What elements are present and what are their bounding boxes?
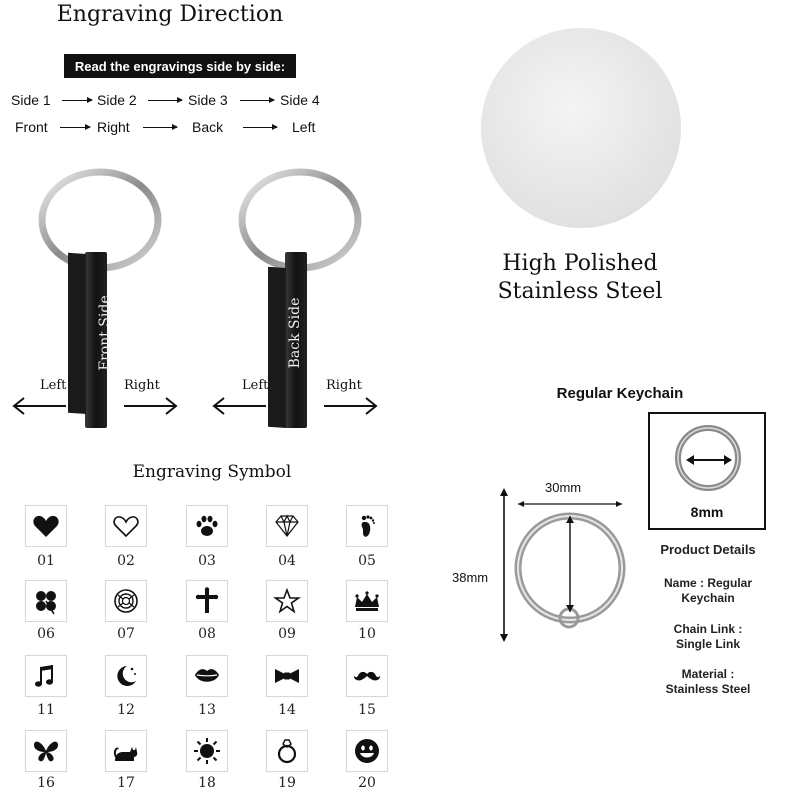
- arrow-right-icon: [62, 100, 92, 101]
- symbol-number: 04: [278, 553, 296, 569]
- side-3-label: Side 3: [188, 92, 228, 108]
- symbol-number: 18: [198, 775, 216, 791]
- mustache-icon[interactable]: [346, 655, 388, 697]
- arrow-right-icon: [243, 127, 277, 128]
- jump-ring-icon: [650, 414, 764, 494]
- footprint-icon[interactable]: [346, 505, 388, 547]
- rose-icon[interactable]: [105, 580, 147, 622]
- symbol-number: 07: [117, 626, 135, 642]
- arrow-right-icon: [240, 100, 274, 101]
- side-4-label: Side 4: [280, 92, 320, 108]
- right-direction-label: Right: [124, 378, 160, 393]
- product-details-title: Product Details: [660, 542, 756, 557]
- symbol-number: 15: [358, 702, 376, 718]
- symbol-number: 19: [278, 775, 296, 791]
- paw-icon[interactable]: [186, 505, 228, 547]
- symbol-number: 14: [278, 702, 296, 718]
- smiley-icon[interactable]: [346, 730, 388, 772]
- material-line-1: Material :: [681, 667, 735, 681]
- symbol-number: 13: [198, 702, 216, 718]
- symbol-number: 08: [198, 626, 216, 642]
- material-line-1: High Polished: [502, 251, 658, 276]
- name-line-2: Keychain: [681, 591, 735, 605]
- symbol-number: 09: [278, 626, 296, 642]
- side-2-label: Side 2: [97, 92, 137, 108]
- symbol-number: 05: [358, 553, 376, 569]
- chain-line-2: Single Link: [675, 637, 740, 651]
- music-note-icon[interactable]: [25, 655, 67, 697]
- keyring-dimension-diagram: [490, 480, 640, 650]
- left-direction-label: Left: [242, 378, 269, 393]
- symbol-number: 16: [37, 775, 55, 791]
- front-label: Front: [15, 119, 48, 135]
- polished-steel-disc: [481, 28, 681, 228]
- bow-tie-icon[interactable]: [266, 655, 308, 697]
- star-outline-icon[interactable]: [266, 580, 308, 622]
- arrow-right-icon: [60, 127, 90, 128]
- regular-keychain-title: Regular Keychain: [556, 385, 684, 402]
- back-label: Back: [192, 119, 224, 135]
- moon-stars-icon[interactable]: [105, 655, 147, 697]
- jump-ring-box: [648, 412, 766, 530]
- engraving-direction-title: Engraving Direction: [56, 2, 284, 27]
- lips-icon[interactable]: [186, 655, 228, 697]
- jump-ring-size-label: 8mm: [690, 504, 724, 520]
- material-line-2: Stainless Steel: [665, 682, 751, 696]
- symbol-number: 12: [117, 702, 135, 718]
- back-side-engraving: Back Side: [287, 297, 303, 369]
- right-label: Right: [97, 119, 130, 135]
- symbol-number: 02: [117, 553, 135, 569]
- material-description: [460, 250, 700, 306]
- chain-link-detail: [628, 622, 788, 652]
- front-side-engraving: Front Side: [97, 295, 113, 371]
- symbol-number: 10: [358, 626, 376, 642]
- clover-icon[interactable]: [25, 580, 67, 622]
- cat-icon[interactable]: [105, 730, 147, 772]
- read-side-by-side-banner: Read the engravings side by side:: [64, 54, 296, 78]
- ring-icon[interactable]: [266, 730, 308, 772]
- right-direction-label: Right: [326, 378, 362, 393]
- side-1-label: Side 1: [11, 92, 51, 108]
- arrow-right-icon: [143, 127, 177, 128]
- material-line-2: Stainless Steel: [497, 279, 663, 304]
- crown-icon[interactable]: [346, 580, 388, 622]
- chain-line-1: Chain Link :: [673, 622, 743, 636]
- butterfly-icon[interactable]: [25, 730, 67, 772]
- symbol-number: 20: [358, 775, 376, 791]
- arrow-right-icon: [148, 100, 182, 101]
- symbol-number: 11: [37, 702, 55, 718]
- height-dimension-label: 38mm: [452, 570, 489, 585]
- heart-solid-icon[interactable]: [25, 505, 67, 547]
- sun-icon[interactable]: [186, 730, 228, 772]
- width-dimension-label: 30mm: [545, 480, 582, 495]
- symbol-number: 01: [37, 553, 55, 569]
- cross-icon[interactable]: [186, 580, 228, 622]
- engraving-symbol-title: Engraving Symbol: [132, 462, 292, 482]
- left-direction-label: Left: [40, 378, 67, 393]
- name-line-1: Name : Regular: [663, 576, 753, 590]
- left-label: Left: [292, 119, 316, 135]
- symbol-number: 17: [117, 775, 135, 791]
- heart-outline-icon[interactable]: [105, 505, 147, 547]
- material-detail: [628, 667, 788, 697]
- symbol-number: 03: [198, 553, 216, 569]
- name-detail: [628, 576, 788, 606]
- bar-keychain-illustration: [0, 160, 400, 450]
- symbol-number: 06: [37, 626, 55, 642]
- diamond-icon[interactable]: [266, 505, 308, 547]
